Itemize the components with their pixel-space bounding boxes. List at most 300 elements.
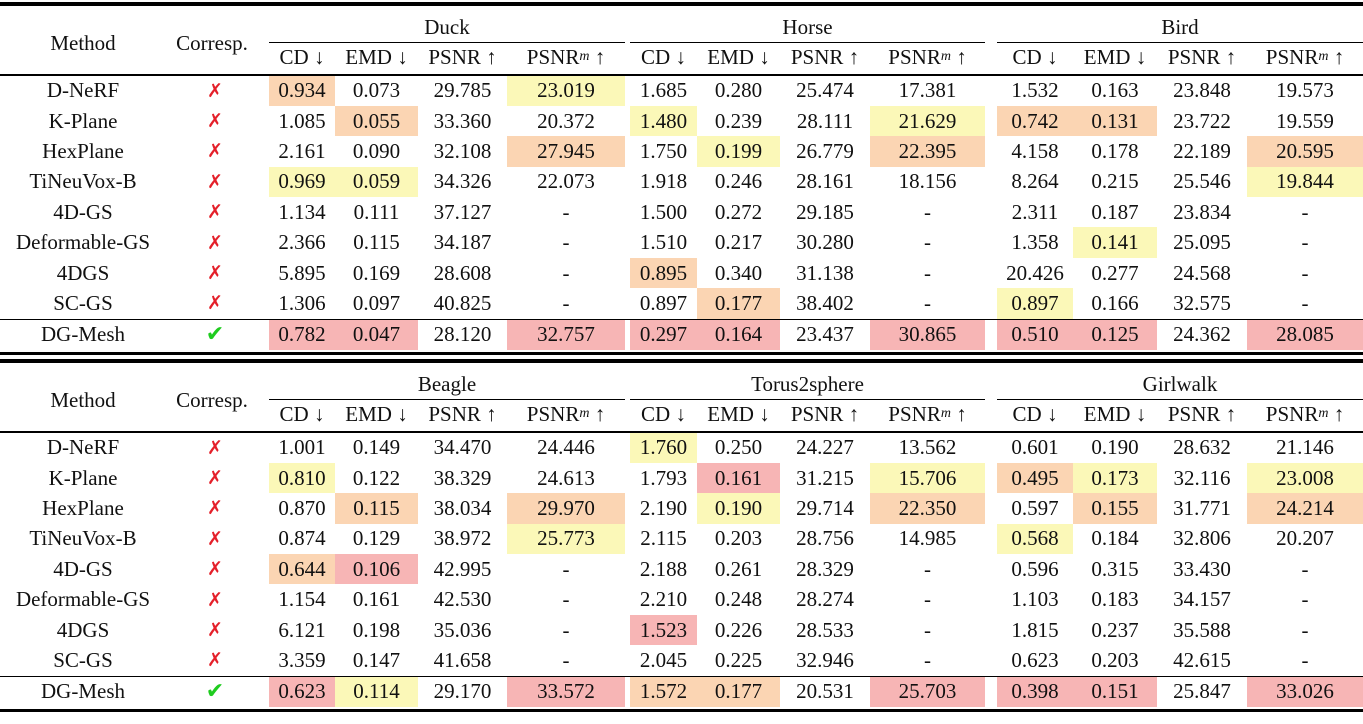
method-name: 4DGS	[56, 617, 110, 642]
value-cell-cd: 0.897	[997, 288, 1073, 318]
value-cell-psnr-m: 19.573	[1276, 78, 1334, 103]
value-cell-cd: 0.870	[278, 495, 326, 520]
dataset-header: Beagle	[269, 369, 625, 400]
value-cell-emd: 0.090	[352, 138, 401, 163]
subscript-m: m	[1318, 49, 1329, 65]
value-cell-psnr-m: -	[562, 260, 570, 285]
table-row	[0, 288, 1363, 318]
value-cell-cd: 0.597	[1011, 495, 1059, 520]
spacer	[166, 42, 264, 72]
cross-icon: ✗	[207, 140, 223, 163]
value-cell-cd: 1.103	[1011, 587, 1059, 612]
value-cell-psnr-m: 17.381	[898, 78, 957, 103]
value-cell-emd: 0.073	[352, 78, 401, 103]
value-cell-emd: 0.115	[353, 230, 400, 255]
spacer	[985, 106, 997, 136]
value-cell-cd: 2.366	[278, 230, 326, 255]
corresp-header: Corresp.	[176, 387, 248, 412]
metric-header-psnr-m	[1247, 42, 1363, 72]
value-cell-psnr-m: 24.214	[1247, 493, 1363, 523]
method-name: K-Plane	[48, 465, 118, 490]
spacer	[985, 227, 997, 257]
method-name: 4D-GS	[53, 556, 113, 581]
value-cell-psnr: 34.470	[433, 435, 492, 460]
metric-header-emd: EMD ↓	[1083, 44, 1147, 69]
value-cell-psnr-m: -	[1301, 647, 1309, 672]
bottom-rule	[0, 352, 1363, 355]
value-cell-psnr: 38.972	[433, 526, 492, 551]
table-row	[0, 258, 1363, 288]
value-cell-psnr: 24.227	[796, 435, 854, 460]
value-cell-psnr-m: 14.985	[898, 526, 957, 551]
metric-header-emd: EMD ↓	[707, 401, 770, 426]
value-cell-psnr: 32.575	[1173, 290, 1231, 315]
method-name: TiNeuVox-B	[29, 526, 137, 551]
value-cell-emd: 0.115	[335, 493, 418, 523]
value-cell-psnr-m: 19.844	[1247, 167, 1363, 197]
value-cell-psnr-m: 19.559	[1276, 108, 1334, 133]
psnr-label: PSNR	[888, 401, 941, 426]
metric-header-psnr: PSNR ↑	[428, 401, 497, 426]
value-cell-emd: 0.164	[697, 320, 780, 350]
value-cell-emd: 0.183	[1091, 587, 1139, 612]
value-cell-cd: 0.297	[630, 320, 697, 350]
value-cell-cd: 2.045	[639, 647, 688, 672]
up-arrow: ↑	[589, 44, 606, 69]
value-cell-psnr: 38.034	[433, 495, 492, 520]
table-row	[0, 106, 1363, 136]
value-cell-psnr: 28.120	[433, 322, 492, 347]
value-cell-cd: 0.398	[997, 677, 1073, 707]
value-cell-emd: 0.277	[1091, 260, 1139, 285]
value-cell-psnr: 41.658	[433, 647, 492, 672]
value-cell-emd: 0.178	[1091, 138, 1139, 163]
value-cell-psnr-m: 29.970	[507, 493, 625, 523]
value-cell-emd: 0.261	[714, 556, 763, 581]
psnr-label: PSNR	[1265, 44, 1319, 69]
value-cell-cd: 6.121	[278, 617, 326, 642]
value-cell-psnr: 32.108	[433, 138, 492, 163]
value-cell-cd: 1.510	[639, 230, 688, 255]
value-cell-psnr-m: -	[924, 587, 931, 612]
value-cell-cd: 1.523	[630, 615, 697, 645]
table-row	[0, 227, 1363, 257]
value-cell-emd: 0.122	[352, 465, 401, 490]
metric-header-psnr: PSNR ↑	[790, 401, 860, 426]
results-table	[0, 2, 1363, 355]
value-cell-cd: 0.810	[269, 463, 335, 493]
method-name: SC-GS	[53, 647, 113, 672]
value-cell-cd: 1.480	[630, 106, 697, 136]
value-cell-psnr: 31.215	[796, 465, 854, 490]
value-cell-cd: 0.495	[997, 463, 1073, 493]
table-row	[0, 167, 1363, 197]
value-cell-cd: 5.895	[278, 260, 326, 285]
value-cell-cd: 0.568	[997, 524, 1073, 554]
metric-header-psnr: PSNR ↑	[428, 44, 497, 69]
value-cell-psnr: 42.615	[1173, 647, 1231, 672]
value-cell-psnr: 37.127	[433, 199, 492, 224]
subscript-m: m	[940, 406, 951, 422]
spacer	[985, 136, 997, 166]
check-icon: ✔	[205, 679, 225, 705]
value-cell-cd: 1.001	[278, 435, 326, 460]
table-row	[0, 524, 1363, 554]
results-table	[0, 359, 1363, 712]
value-cell-psnr: 23.722	[1173, 108, 1231, 133]
spacer	[985, 288, 997, 318]
value-cell-cd: 1.500	[639, 199, 688, 224]
value-cell-psnr-m: -	[1301, 290, 1309, 315]
value-cell-psnr-m: 25.773	[507, 524, 625, 554]
value-cell-psnr-m: 23.008	[1247, 463, 1363, 493]
metric-header-psnr-m	[870, 42, 985, 72]
value-cell-psnr-m: -	[562, 617, 570, 642]
table-header	[0, 363, 1363, 431]
metric-header-cd: CD ↓	[1012, 44, 1058, 69]
method-name: DG-Mesh	[41, 322, 125, 347]
value-cell-cd: 0.623	[269, 677, 335, 707]
value-cell-psnr: 35.588	[1173, 617, 1231, 642]
value-cell-psnr: 42.530	[433, 587, 492, 612]
table-row	[0, 463, 1363, 493]
value-cell-emd: 0.151	[1073, 677, 1157, 707]
dataset-header: Torus2sphere	[630, 369, 985, 400]
cross-icon: ✗	[207, 231, 223, 254]
value-cell-cd: 2.115	[640, 526, 687, 551]
value-cell-psnr-m: -	[924, 617, 931, 642]
value-cell-psnr: 25.095	[1173, 230, 1231, 255]
subscript-m: m	[1318, 406, 1329, 422]
value-cell-psnr: 31.138	[796, 260, 854, 285]
metric-header-psnr-m	[1247, 399, 1363, 429]
value-cell-psnr-m: -	[562, 230, 570, 255]
value-cell-psnr: 25.546	[1173, 169, 1231, 194]
value-cell-psnr-m: 33.572	[507, 677, 625, 707]
value-cell-cd: 20.426	[1006, 260, 1064, 285]
value-cell-psnr-m: 13.562	[898, 435, 957, 460]
value-cell-psnr-m: 15.706	[870, 463, 985, 493]
spacer	[985, 463, 997, 493]
value-cell-emd: 0.226	[714, 617, 763, 642]
psnr-label: PSNR	[526, 401, 580, 426]
value-cell-cd: 1.532	[1011, 78, 1059, 103]
value-cell-psnr: 23.834	[1173, 199, 1231, 224]
value-cell-emd: 0.173	[1073, 463, 1157, 493]
value-cell-psnr-m: 18.156	[898, 169, 957, 194]
up-arrow: ↑	[1328, 44, 1345, 69]
value-cell-cd: 1.154	[278, 587, 326, 612]
spacer	[985, 645, 997, 675]
value-cell-psnr: 34.187	[433, 230, 492, 255]
value-cell-psnr: 29.170	[433, 679, 492, 704]
cross-icon: ✗	[207, 262, 223, 285]
value-cell-psnr: 31.771	[1173, 495, 1231, 520]
method-name: HexPlane	[42, 495, 124, 520]
value-cell-emd: 0.237	[1091, 617, 1139, 642]
value-cell-emd: 0.246	[714, 169, 763, 194]
value-cell-psnr-m: -	[562, 556, 570, 581]
value-cell-psnr: 33.360	[433, 108, 492, 133]
metric-header-row	[0, 399, 1363, 429]
value-cell-emd: 0.125	[1073, 320, 1157, 350]
subscript-m: m	[579, 49, 590, 65]
value-cell-emd: 0.147	[352, 647, 401, 672]
value-cell-psnr: 25.474	[796, 78, 854, 103]
value-cell-cd: 2.311	[1011, 199, 1059, 224]
bottom-rule	[0, 709, 1363, 712]
value-cell-psnr-m: 33.026	[1247, 677, 1363, 707]
value-cell-psnr-m: 24.446	[537, 435, 595, 460]
table-row	[0, 197, 1363, 227]
spacer	[985, 524, 997, 554]
spacer	[985, 493, 997, 523]
spacer	[0, 42, 166, 72]
value-cell-cd: 3.359	[278, 647, 326, 672]
value-cell-cd: 1.918	[639, 169, 688, 194]
value-cell-psnr: 23.437	[796, 322, 854, 347]
value-cell-psnr: 32.946	[796, 647, 854, 672]
value-cell-psnr: 28.161	[796, 169, 854, 194]
method-name: D-NeRF	[46, 78, 120, 103]
value-cell-psnr: 32.806	[1173, 526, 1231, 551]
cross-icon: ✗	[207, 79, 223, 102]
value-cell-emd: 0.217	[714, 230, 763, 255]
value-cell-cd: 0.644	[269, 554, 335, 584]
method-name: 4D-GS	[53, 199, 113, 224]
value-cell-emd: 0.248	[714, 587, 763, 612]
cross-icon: ✗	[207, 201, 223, 224]
cross-icon: ✗	[207, 467, 223, 490]
value-cell-psnr-m: -	[924, 647, 931, 672]
value-cell-cd: 0.601	[1011, 435, 1059, 460]
table-row	[0, 320, 1363, 350]
method-name: D-NeRF	[46, 435, 120, 460]
value-cell-cd: 1.306	[278, 290, 326, 315]
up-arrow: ↑	[1328, 401, 1345, 426]
value-cell-emd: 0.187	[1091, 199, 1139, 224]
value-cell-emd: 0.215	[1091, 169, 1139, 194]
method-header: Method	[50, 30, 116, 55]
cross-icon: ✗	[207, 110, 223, 133]
metric-header-cd: CD ↓	[279, 401, 325, 426]
method-name: Deformable-GS	[15, 230, 151, 255]
cross-icon: ✗	[207, 588, 223, 611]
metric-header-emd: EMD ↓	[345, 44, 408, 69]
metric-header-psnr: PSNR ↑	[1167, 401, 1237, 426]
value-cell-cd: 2.210	[639, 587, 688, 612]
value-cell-psnr: 42.995	[433, 556, 492, 581]
value-cell-psnr-m: 24.613	[537, 465, 595, 490]
value-cell-psnr: 28.608	[433, 260, 492, 285]
value-cell-psnr-m: -	[924, 556, 931, 581]
table-row	[0, 615, 1363, 645]
value-cell-cd: 1.358	[1011, 230, 1059, 255]
value-cell-psnr-m: 27.945	[507, 136, 625, 166]
value-cell-cd: 0.897	[639, 290, 688, 315]
metric-header-cd: CD ↓	[641, 44, 686, 69]
value-cell-psnr-m: 20.372	[537, 108, 595, 133]
metric-header-cd: CD ↓	[641, 401, 686, 426]
metric-header-psnr: PSNR ↑	[1167, 44, 1237, 69]
value-cell-cd: 0.742	[997, 106, 1073, 136]
spacer	[985, 554, 997, 584]
metric-header-psnr: PSNR ↑	[790, 44, 860, 69]
value-cell-cd: 1.134	[278, 199, 326, 224]
value-cell-psnr-m: -	[562, 647, 570, 672]
value-cell-emd: 0.155	[1073, 493, 1157, 523]
value-cell-psnr: 33.430	[1173, 556, 1231, 581]
value-cell-psnr-m: -	[1301, 199, 1309, 224]
table-row	[0, 433, 1363, 463]
value-cell-cd: 1.815	[1011, 617, 1059, 642]
up-arrow: ↑	[950, 401, 967, 426]
method-name: SC-GS	[53, 290, 113, 315]
metric-header-psnr-m	[507, 42, 625, 72]
spacer	[985, 433, 997, 463]
value-cell-emd: 0.166	[1091, 290, 1139, 315]
value-cell-cd: 1.750	[639, 138, 688, 163]
cross-icon: ✗	[207, 649, 223, 672]
value-cell-psnr-m: 30.865	[870, 320, 985, 350]
value-cell-emd: 0.106	[335, 554, 418, 584]
value-cell-psnr-m: -	[1301, 617, 1309, 642]
value-cell-emd: 0.131	[1073, 106, 1157, 136]
metric-header-psnr-m	[870, 399, 985, 429]
value-cell-cd: 0.596	[1011, 556, 1059, 581]
results-tables	[0, 2, 1363, 712]
up-arrow: ↑	[950, 44, 967, 69]
metric-header-emd: EMD ↓	[707, 44, 770, 69]
metric-header-emd: EMD ↓	[345, 401, 408, 426]
value-cell-emd: 0.190	[697, 493, 780, 523]
value-cell-emd: 0.177	[697, 677, 780, 707]
value-cell-psnr: 25.847	[1173, 679, 1231, 704]
table-row	[0, 493, 1363, 523]
value-cell-cd: 0.782	[269, 320, 335, 350]
value-cell-emd: 0.163	[1091, 78, 1139, 103]
metric-header-cd: CD ↓	[279, 44, 325, 69]
table-row	[0, 554, 1363, 584]
value-cell-psnr: 28.329	[796, 556, 854, 581]
method-name: HexPlane	[42, 138, 124, 163]
psnr-label: PSNR	[526, 44, 580, 69]
value-cell-emd: 0.315	[1091, 556, 1139, 581]
table-row	[0, 584, 1363, 614]
spacer	[985, 76, 997, 106]
metric-header-cd: CD ↓	[1012, 401, 1058, 426]
value-cell-emd: 0.055	[335, 106, 418, 136]
value-cell-psnr: 34.157	[1173, 587, 1231, 612]
value-cell-emd: 0.203	[714, 526, 763, 551]
value-cell-psnr-m: 21.146	[1276, 435, 1334, 460]
value-cell-emd: 0.203	[1091, 647, 1139, 672]
table-row	[0, 76, 1363, 106]
psnr-label: PSNR	[888, 44, 941, 69]
method-name: TiNeuVox-B	[29, 169, 137, 194]
value-cell-psnr-m: 23.019	[507, 76, 625, 106]
value-cell-psnr: 24.362	[1173, 322, 1231, 347]
value-cell-emd: 0.129	[352, 526, 401, 551]
value-cell-emd: 0.280	[714, 78, 763, 103]
cross-icon: ✗	[207, 436, 223, 459]
spacer	[985, 615, 997, 645]
value-cell-emd: 0.199	[697, 136, 780, 166]
subscript-m: m	[940, 49, 951, 65]
spacer	[0, 399, 166, 429]
method-name: Deformable-GS	[15, 587, 151, 612]
value-cell-emd: 0.198	[352, 617, 401, 642]
method-name: K-Plane	[48, 108, 118, 133]
value-cell-emd: 0.059	[335, 167, 418, 197]
value-cell-emd: 0.161	[697, 463, 780, 493]
value-cell-psnr: 38.329	[433, 465, 492, 490]
value-cell-emd: 0.190	[1091, 435, 1139, 460]
value-cell-emd: 0.239	[714, 108, 763, 133]
spacer	[985, 167, 997, 197]
value-cell-psnr-m: 22.395	[870, 136, 985, 166]
corresp-header: Corresp.	[176, 30, 248, 55]
dataset-header: Horse	[630, 12, 985, 43]
up-arrow: ↑	[589, 401, 606, 426]
method-name: 4DGS	[56, 260, 110, 285]
value-cell-psnr: 29.785	[433, 78, 492, 103]
value-cell-emd: 0.149	[352, 435, 401, 460]
value-cell-psnr: 28.533	[796, 617, 854, 642]
spacer	[985, 258, 997, 288]
value-cell-cd: 0.969	[269, 167, 335, 197]
value-cell-emd: 0.114	[335, 677, 418, 707]
value-cell-cd: 0.895	[630, 258, 697, 288]
value-cell-cd: 1.793	[639, 465, 688, 490]
value-cell-psnr: 34.326	[433, 169, 492, 194]
value-cell-psnr: 28.632	[1173, 435, 1231, 460]
value-cell-psnr-m: 22.073	[537, 169, 595, 194]
value-cell-emd: 0.225	[714, 647, 763, 672]
value-cell-cd: 2.161	[278, 138, 326, 163]
value-cell-cd: 0.874	[278, 526, 326, 551]
method-name: DG-Mesh	[41, 679, 125, 704]
cross-icon: ✗	[207, 497, 223, 520]
value-cell-cd: 1.760	[630, 433, 697, 463]
value-cell-psnr: 26.779	[796, 138, 854, 163]
dataset-header: Duck	[269, 12, 625, 43]
value-cell-psnr: 29.185	[796, 199, 854, 224]
value-cell-psnr-m: -	[1301, 260, 1309, 285]
value-cell-cd: 0.623	[1011, 647, 1059, 672]
value-cell-cd: 2.190	[639, 495, 688, 520]
spacer	[985, 677, 997, 707]
value-cell-emd: 0.272	[714, 199, 763, 224]
value-cell-cd: 1.085	[278, 108, 326, 133]
value-cell-psnr-m: 20.207	[1276, 526, 1334, 551]
value-cell-emd: 0.250	[714, 435, 763, 460]
value-cell-cd: 1.572	[630, 677, 697, 707]
value-cell-psnr-m: -	[924, 199, 931, 224]
value-cell-psnr: 35.036	[433, 617, 492, 642]
value-cell-psnr-m: -	[924, 290, 931, 315]
table-row	[0, 677, 1363, 707]
value-cell-psnr: 30.280	[796, 230, 854, 255]
value-cell-emd: 0.047	[335, 320, 418, 350]
spacer	[985, 197, 997, 227]
value-cell-psnr: 28.111	[796, 108, 854, 133]
spacer	[985, 320, 997, 350]
value-cell-psnr-m: 25.703	[870, 677, 985, 707]
value-cell-psnr: 20.531	[796, 679, 854, 704]
value-cell-emd: 0.177	[697, 288, 780, 318]
value-cell-psnr-m: 22.350	[870, 493, 985, 523]
